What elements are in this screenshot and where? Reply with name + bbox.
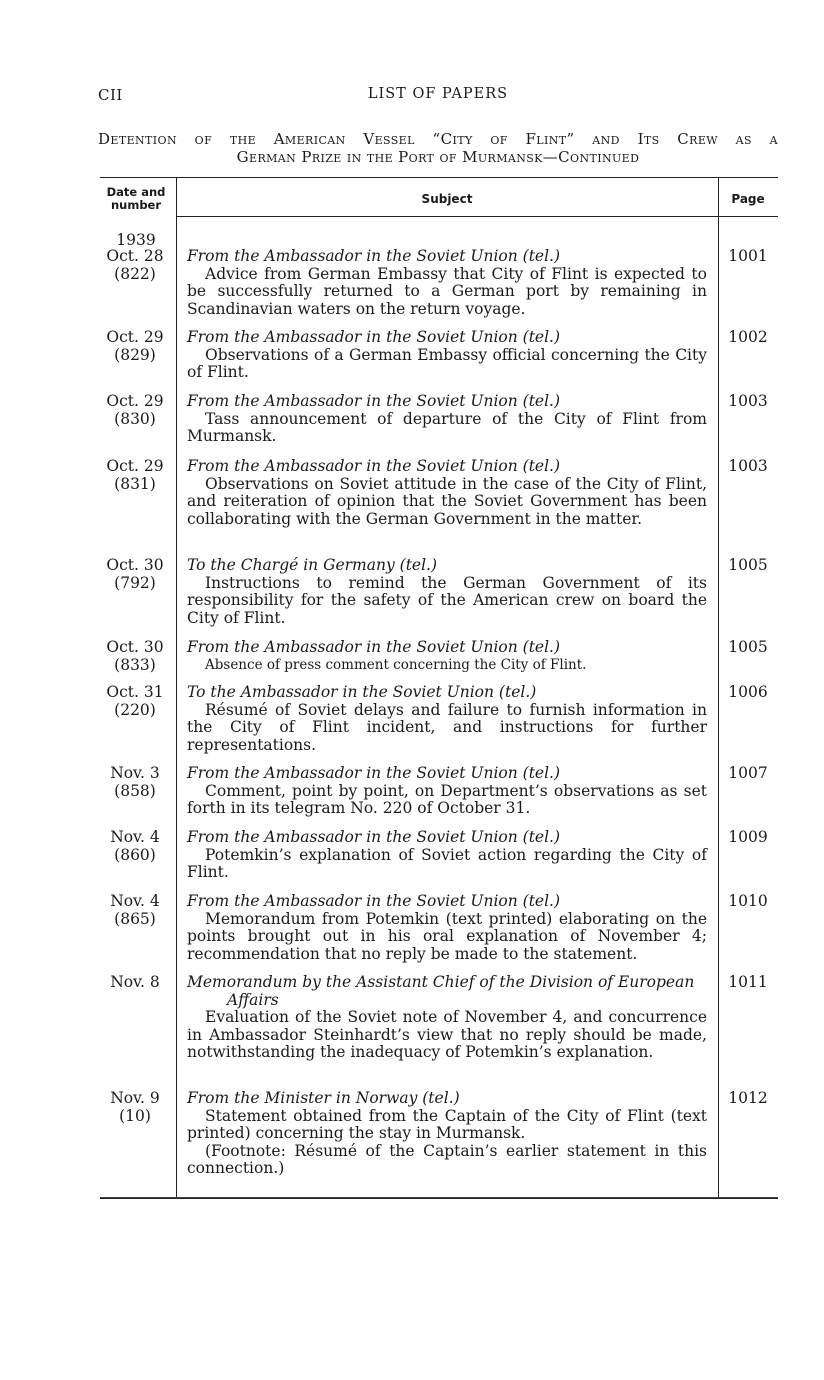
entry-date [98,1090,172,1125]
header-rule [176,216,718,217]
entry-subject [187,765,707,818]
entry-description: Comment, point by point, on Department’s observations as set forth in its telegram No. 220 of October 31. [187,781,707,817]
entry-subject [187,684,707,754]
entry-subject [187,639,707,674]
entry-subject [187,329,707,382]
page-reference: 1005 [728,638,768,656]
document-number: (858) [114,781,156,800]
page-number: CII [98,86,123,104]
page-reference: 1006 [728,683,768,701]
entry-date [98,893,172,928]
entry-date [98,329,172,364]
entry-description: Potemkin’s explanation of Soviet action regarding the City of Flint. [187,845,707,881]
entry-source: From the Ambassador in the Soviet Union (tel.) [187,392,561,410]
entry-source: From the Minister in Norway (tel.) [187,1089,460,1107]
entry-source-line-1: Memorandum by the Assistant Chief of the Division of European [187,973,695,991]
date: Nov. 9 [110,1089,160,1107]
page-reference: 1005 [728,556,768,574]
entry-date [98,974,172,992]
page-reference: 1011 [728,973,768,991]
column-divider [176,178,177,1198]
entry-date [98,557,172,592]
document-number: (833) [114,655,156,674]
section-title-line-2: German Prize in the Port of Murmansk—Continued [236,148,640,166]
entry-date [98,393,172,428]
date: Nov. 8 [110,973,160,991]
entry-date [98,458,172,493]
entry-source: From the Ambassador in the Soviet Union (tel.) [187,892,561,910]
entry-source-line-2: Affairs [227,990,279,1009]
entry-source: From the Ambassador in the Soviet Union (tel.) [187,328,561,346]
date: Oct. 29 [106,457,164,475]
column-header-date: Date and number [106,185,166,212]
entry-source: To the Chargé in Germany (tel.) [187,556,438,574]
running-title: LIST OF PAPERS [367,86,509,102]
entry-footnote: (Footnote: Résumé of the Captain’s earlier statement in this connection.) [187,1141,707,1177]
entry-description: Memorandum from Potemkin (text printed) elaborating on the points brought out in his oral explanation of November 4; recommendation that no reply be made to the statement. [187,909,707,963]
year-label: 1939 [116,231,156,249]
date: Oct. 30 [106,556,164,574]
entry-date [98,684,172,719]
entry-description: Instructions to remind the German Government of its responsibility for the safety of the American crew on board the City of Flint. [187,573,707,627]
page-reference: 1003 [728,457,768,475]
entry-subject [187,829,707,882]
entry-description: Advice from German Embassy that City of Flint is expected to be successfully returned to a German port by remaining in Scandinavian waters on the return voyage. [187,264,707,318]
entry-description: Tass announcement of departure of the City of Flint from Murmansk. [187,409,707,445]
header-rule [718,216,778,217]
date: Nov. 3 [110,764,160,782]
document-number: (10) [119,1106,151,1125]
entry-subject [187,1090,707,1178]
date: Oct. 29 [106,328,164,346]
running-head [98,86,778,108]
document-number: (792) [114,573,156,592]
page-reference: 1012 [728,1089,768,1107]
entry-description: Statement obtained from the Captain of the City of Flint (text printed) concerning the stay in Murmansk. [187,1106,707,1142]
document-number: (860) [114,845,156,864]
column-header-page: Page [731,192,765,206]
entry-subject [187,557,707,627]
entry-source: From the Ambassador in the Soviet Union (tel.) [187,764,561,782]
entry-source: From the Ambassador in the Soviet Union (tel.) [187,638,561,656]
entry-source: From the Ambassador in the Soviet Union (tel.) [187,828,561,846]
entry-description: Résumé of Soviet delays and failure to furnish information in the City of Flint incident, and instructions for further representations. [187,700,707,754]
entry-subject [187,458,707,528]
page-reference: 1001 [728,247,768,265]
document-number: (830) [114,409,156,428]
entry-subject [187,974,707,1062]
entry-description: Observations of a German Embassy official concerning the City of Flint. [187,345,707,381]
page-reference: 1003 [728,392,768,410]
entry-date [98,639,172,674]
entry-source: To the Ambassador in the Soviet Union (tel.) [187,683,537,701]
date: Oct. 30 [106,638,164,656]
entry-description: Observations on Soviet attitude in the case of the City of Flint, and reiteration of opinion that the Soviet Government has been collaborating with the German Government in the matter. [187,474,707,528]
page-reference: 1009 [728,828,768,846]
document-number: (831) [114,474,156,493]
bottom-rule [100,1197,778,1198]
date: Oct. 31 [106,683,164,701]
date: Nov. 4 [110,892,160,910]
entry-description: Evaluation of the Soviet note of November 4, and concurrence in Ambassador Steinhardt’s view that no reply should be made, notwithstanding the inadequacy of Potemkin’s explanation. [187,1008,707,1061]
entry-subject [187,893,707,963]
entry-subject [187,248,707,318]
section-title-line-1: Detention of the American Vessel “City of Flint” and Its Crew as a [98,130,778,148]
document-number: (822) [114,264,156,283]
entry-date [98,248,172,283]
document-number: (829) [114,345,156,364]
entry-description: Absence of press comment concerning the City of Flint. [205,656,587,673]
entry-date [98,765,172,800]
entry-date [98,829,172,864]
section-title [98,130,778,166]
entry-source: From the Ambassador in the Soviet Union (tel.) [187,457,561,475]
date: Oct. 28 [106,247,164,265]
column-header-subject: Subject [421,192,473,206]
papers-table [100,177,778,1199]
date: Oct. 29 [106,392,164,410]
entry-source: From the Ambassador in the Soviet Union (tel.) [187,247,561,265]
entry-source [187,974,707,1009]
entry-subject [187,393,707,446]
page-reference: 1007 [728,764,768,782]
page-reference: 1010 [728,892,768,910]
document-number: (865) [114,909,156,928]
date: Nov. 4 [110,828,160,846]
page-reference: 1002 [728,328,768,346]
document-number: (220) [114,700,156,719]
